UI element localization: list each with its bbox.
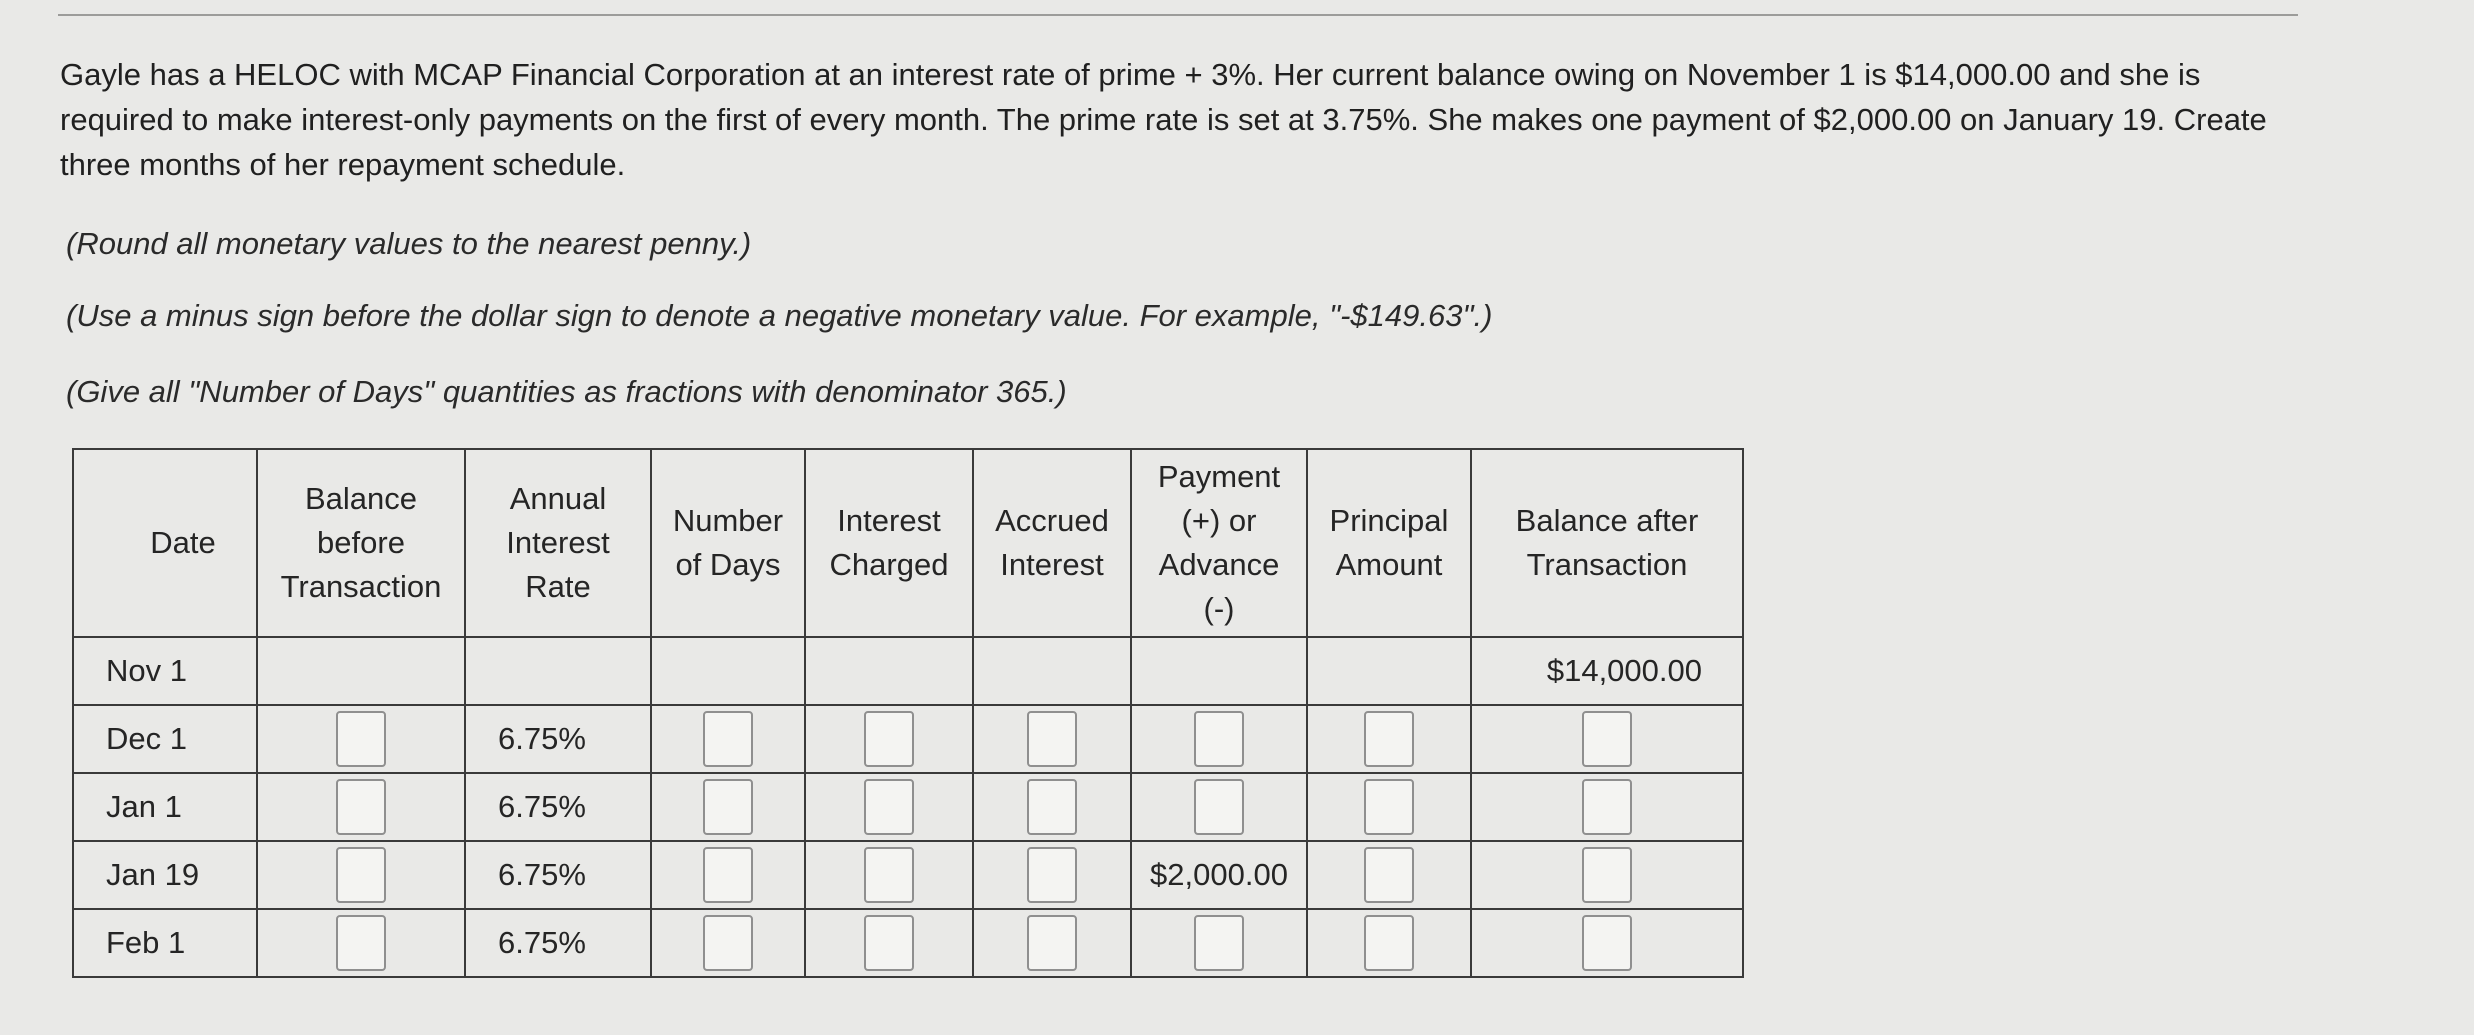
number-of-days-input[interactable] xyxy=(703,711,753,767)
header-payment-advance: Payment (+) or Advance (-) xyxy=(1131,449,1307,637)
row-rate: 6.75% xyxy=(465,841,651,909)
number-of-days-input[interactable] xyxy=(703,779,753,835)
payment-advance-input[interactable] xyxy=(1194,711,1244,767)
header-annual-rate: Annual Interest Rate xyxy=(465,449,651,637)
header-balance-after: Balance after Transaction xyxy=(1471,449,1743,637)
problem-statement: Gayle has a HELOC with MCAP Financial Corporation at an interest rate of prime + 3%. Her current balance owing on November 1 is $14,000.00 and she is required to make interest-only payments on the first of every month. The prime rate is set at 3.75%. She makes one payment of $2,000.00 on January 19. Create three months of her repayment schedule. xyxy=(60,57,2267,182)
interest-charged-input[interactable] xyxy=(864,847,914,903)
row-rate: 6.75% xyxy=(465,773,651,841)
rounding-note: (Round all monetary values to the nearest penny.) xyxy=(66,226,752,261)
balance-after-input[interactable] xyxy=(1582,779,1632,835)
table-row xyxy=(73,841,1743,909)
days-fraction-note: (Give all "Number of Days" quantities as fractions with denominator 365.) xyxy=(66,374,1067,409)
table-row xyxy=(73,773,1743,841)
row-date: Dec 1 xyxy=(73,705,257,773)
accrued-interest-input[interactable] xyxy=(1027,711,1077,767)
row-date: Feb 1 xyxy=(73,909,257,977)
header-row xyxy=(73,449,1743,637)
balance-before-input[interactable] xyxy=(336,915,386,971)
accrued-interest-input[interactable] xyxy=(1027,847,1077,903)
principal-amount-input[interactable] xyxy=(1364,711,1414,767)
principal-amount-input[interactable] xyxy=(1364,847,1414,903)
principal-amount-input[interactable] xyxy=(1364,779,1414,835)
row-rate: 6.75% xyxy=(465,909,651,977)
header-principal-amount: Principal Amount xyxy=(1307,449,1471,637)
interest-charged-input[interactable] xyxy=(864,711,914,767)
payment-advance-input[interactable] xyxy=(1194,779,1244,835)
row-date: Nov 1 xyxy=(73,637,257,705)
header-balance-before: Balance before Transaction xyxy=(257,449,465,637)
table-row xyxy=(73,909,1743,977)
negative-sign-note: (Use a minus sign before the dollar sign to denote a negative monetary value. For example, "-$149.63".) xyxy=(66,298,1493,333)
row-payment: $2,000.00 xyxy=(1131,841,1307,909)
table-row xyxy=(73,705,1743,773)
accrued-interest-input[interactable] xyxy=(1027,915,1077,971)
balance-before-input[interactable] xyxy=(336,779,386,835)
balance-after-input[interactable] xyxy=(1582,915,1632,971)
principal-amount-input[interactable] xyxy=(1364,915,1414,971)
balance-before-input[interactable] xyxy=(336,711,386,767)
row-date: Jan 19 xyxy=(73,841,257,909)
header-interest-charged: Interest Charged xyxy=(805,449,973,637)
table-row xyxy=(73,637,1743,705)
row-date: Jan 1 xyxy=(73,773,257,841)
interest-charged-input[interactable] xyxy=(864,779,914,835)
repayment-schedule-table xyxy=(72,448,1744,978)
header-number-of-days: Number of Days xyxy=(651,449,805,637)
payment-advance-input[interactable] xyxy=(1194,915,1244,971)
balance-after-input[interactable] xyxy=(1582,711,1632,767)
header-accrued-interest: Accrued Interest xyxy=(973,449,1131,637)
number-of-days-input[interactable] xyxy=(703,847,753,903)
top-divider xyxy=(58,14,2298,16)
interest-charged-input[interactable] xyxy=(864,915,914,971)
header-date: Date xyxy=(73,449,257,637)
number-of-days-input[interactable] xyxy=(703,915,753,971)
row-rate: 6.75% xyxy=(465,705,651,773)
balance-after-input[interactable] xyxy=(1582,847,1632,903)
row-balance-after: $14,000.00 xyxy=(1471,637,1743,705)
balance-before-input[interactable] xyxy=(336,847,386,903)
accrued-interest-input[interactable] xyxy=(1027,779,1077,835)
